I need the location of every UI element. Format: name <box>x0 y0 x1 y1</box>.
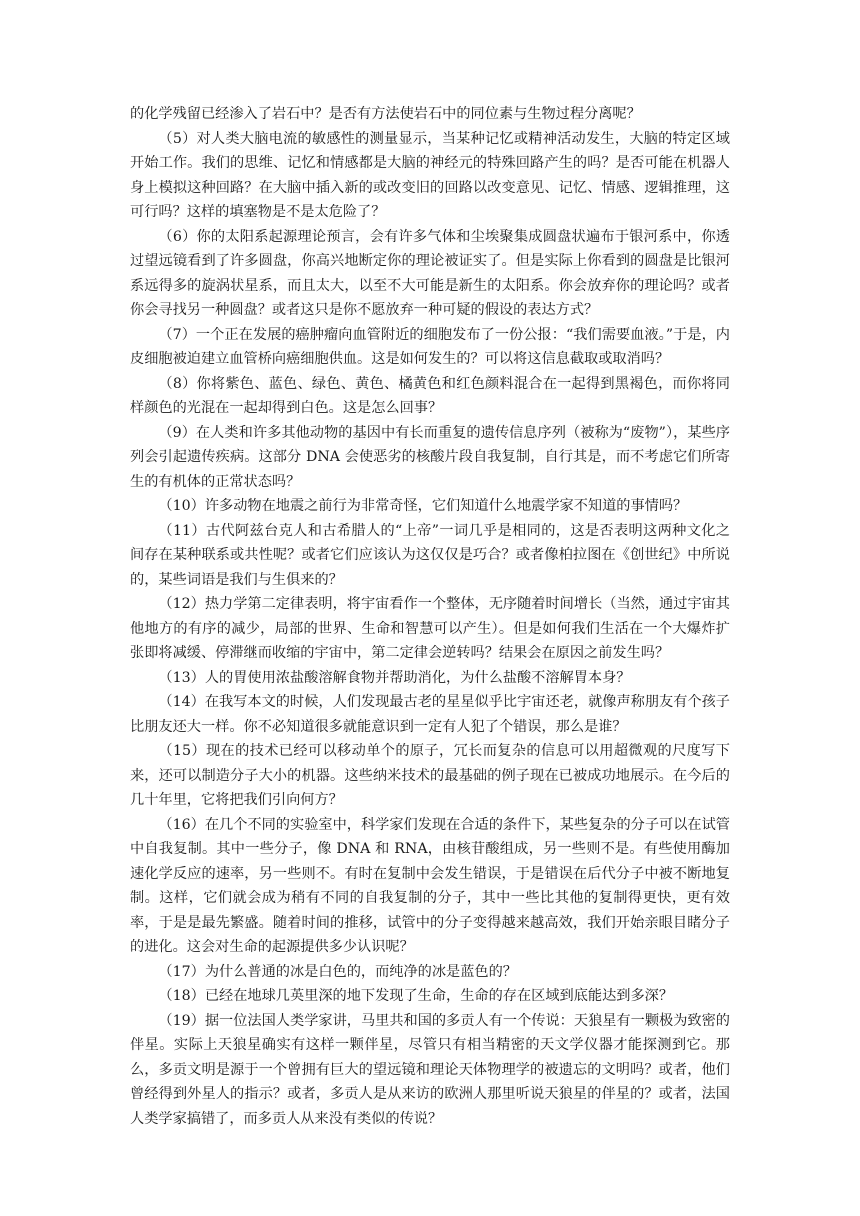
body-text <box>130 102 730 1131</box>
paragraph-item-15: （15）现在的技术已经可以移动单个的原子，冗长而复杂的信息可以用超微观的尺度写下来，还可以制造分子大小的机器。这些纳米技术的最基础的例子现在已被成功地展示。在今后的几十年里，它将把我们引向何方？ <box>130 743 730 808</box>
paragraph-item-19: （19）据一位法国人类学家讲，马里共和国的多贡人有一个传说：天狼星有一颗极为致密的伴星。实际上天狼星确实有这样一颗伴星，尽管只有相当精密的天文学仪器才能探测到它。那么，多贡文明是源于一个曾拥有巨大的望远镜和理论天体物理学的被遗忘的文明吗？或者，他们曾经得到外星人的指示？或者，多贡人是从来访的欧洲人那里听说天狼星的伴星的？或者，法国人类学家搞错了，而多贡人从来没有类似的传说？ <box>130 1012 730 1127</box>
paragraph-continuation: 的化学残留已经渗入了岩石中？是否有方法使岩石中的同位素与生物过程分离呢？ <box>130 106 641 122</box>
paragraph-item-17: （17）为什么普通的冰是白色的，而纯净的冰是蓝色的？ <box>158 963 517 980</box>
paragraph-item-11: （11）古代阿兹台克人和古希腊人的“上帝”一词几乎是相同的，这是否表明这两种文化之间存在某种联系或共性呢？或者它们应该认为这仅仅是巧合？或者像柏拉图在《创世纪》中所说的，某些词语是我们与生俱来的？ <box>130 522 730 588</box>
paragraph-item-16: （16）在几个不同的实验室中，科学家们发现在合适的条件下，某些复杂的分子可以在试管中自我复制。其中一些分子，像 DNA 和 RNA，由核苷酸组成，另一些则不是。有些使用酶加速化学反应的速率，另一些则不。有时在复制中会发生错误，于是错误在后代分子中被不断地复制。这样，它们就会成为稍有不同的自我复制的分子，其中一些比其他的复制得更快，更有效率，于是是最先繁盛。随着时间的推移，试管中的分子变得越来越高效，我们开始亲眼目睹分子的进化。这会对生命的起源提供多少认识呢？ <box>130 816 730 955</box>
paragraph-item-9: （9）在人类和许多其他动物的基因中有长而重复的遗传信息序列（被称为“废物”），某些序列会引起遗传疾病。这部分 DNA 会使恶劣的核酸片段自我复制，自行其是，而不考虑它们所寄生的有机体的正常状态吗？ <box>130 424 730 490</box>
paragraph-item-5: （5）对人类大脑电流的敏感性的测量显示，当某种记忆或精神活动发生，大脑的特定区域开始工作。我们的思维、记忆和情感都是大脑的神经元的特殊回路产生的吗？是否可能在机器人身上模拟这种回路？在大脑中插入新的或改变旧的回路以改变意见、记忆、情感、逻辑推理，这可行吗？这样的填塞物是不是太危险了？ <box>130 130 730 220</box>
paragraph-item-12: （12）热力学第二定律表明，将宇宙看作一个整体，无序随着时间增长（当然，通过宇宙其他地方的有序的减少，局部的世界、生命和智慧可以产生）。但是如何我们生活在一个大爆炸扩张即将减缓、停滞继而收缩的宇宙中，第二定律会逆转吗？结果会在原因之前发生吗？ <box>130 596 730 661</box>
paragraph-item-13: （13）人的胃使用浓盐酸溶解食物并帮助消化，为什么盐酸不溶解胃本身？ <box>158 669 631 686</box>
paragraph-item-7: （7）一个正在发展的癌肿瘤向血管附近的细胞发布了一份公报：“我们需要血液。”于是，内皮细胞被迫建立血管桥向癌细胞供血。这是如何发生的？可以将这信息截取或取消吗？ <box>130 326 730 367</box>
paragraph-item-10: （10）许多动物在地震之前行为非常奇怪，它们知道什么地震学家不知道的事情吗？ <box>158 498 688 514</box>
paragraph-item-14: （14）在我写本文的时候，人们发现最古老的星星似乎比宇宙还老，就像声称朋友有个孩子比朋友还大一样。你不必知道很多就能意识到一定有人犯了个错误，那么是谁？ <box>130 694 730 735</box>
paragraph-item-6: （6）你的太阳系起源理论预言，会有许多气体和尘埃聚集成圆盘状遍布于银河系中，你透过望远镜看到了许多圆盘，你高兴地断定你的理论被证实了。但是实际上你看到的圆盘是比银河系远得多的旋涡状星系，而且太大，以至不大可能是新生的太阳系。你会放弃你的理论吗？或者你会寻找另一种圆盘？或者这只是你不愿放弃一种可疑的假设的表达方式？ <box>130 228 730 318</box>
paragraph-item-18: （18）已经在地球几英里深的地下发现了生命，生命的存在区域到底能达到多深？ <box>158 988 674 1004</box>
paragraph-item-8: （8）你将紫色、蓝色、绿色、黄色、橘黄色和红色颜料混合在一起得到黑褐色，而你将同样颜色的光混在一起却得到白色。这是怎么回事？ <box>130 375 730 416</box>
